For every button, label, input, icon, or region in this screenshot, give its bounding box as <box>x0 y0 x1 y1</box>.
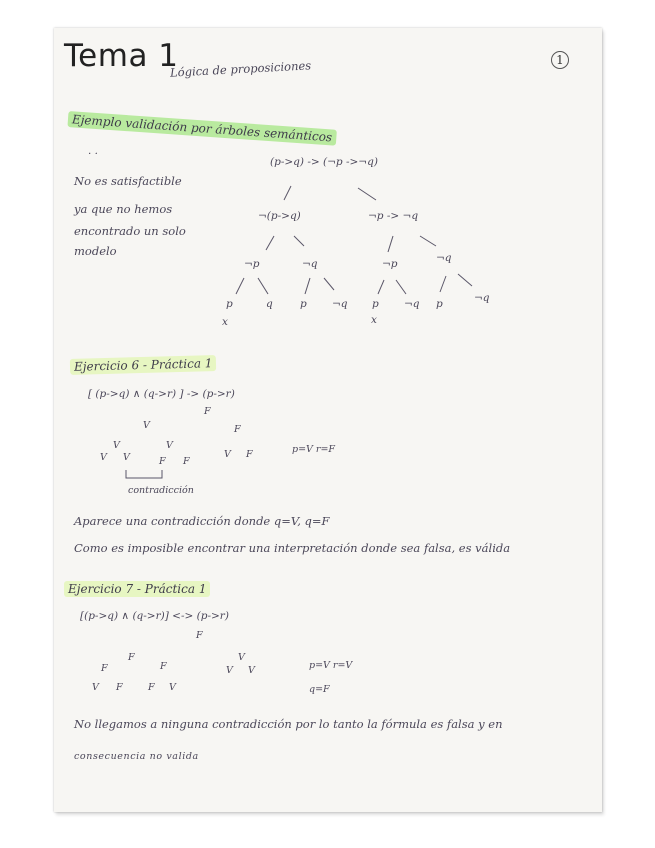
page-title: Tema 1 <box>64 38 179 74</box>
section2-line-1: Aparece una contradicción donde q=V, q=F <box>74 514 330 528</box>
truth-value: V <box>123 452 130 463</box>
truth-value: F <box>204 406 211 417</box>
page-subtitle: Lógica de proposiciones <box>169 58 312 80</box>
tree-left-node: ¬(p->q) <box>258 210 301 222</box>
tree-node-rl: ¬p <box>382 258 398 270</box>
note-line-4: modelo <box>74 244 117 258</box>
note-line-1: No es satisfactible <box>74 174 182 188</box>
truth-value: V <box>169 682 176 693</box>
assignment: p=V r=V <box>309 660 353 671</box>
truth-value: F <box>234 424 241 435</box>
tree-leaf: ¬q <box>474 292 490 304</box>
tree-leaf: ¬q <box>404 298 420 310</box>
note-line-2: ya que no hemos <box>74 202 173 216</box>
section3-line-2: consecuencia no valida <box>74 751 199 762</box>
truth-value: F <box>101 663 108 674</box>
truth-value: F <box>196 630 203 641</box>
truth-value: V <box>224 449 231 460</box>
section3-formula: [(p->q) ∧ (q->r)] <-> (p->r) <box>80 610 229 622</box>
tree-node-rr: ¬q <box>436 252 452 264</box>
tree-leaf: q <box>266 298 273 310</box>
truth-value: F <box>160 661 167 672</box>
section1-heading: Ejemplo validación por árboles semánticos <box>68 112 337 145</box>
truth-value: F <box>128 652 135 663</box>
section2-formula: [ (p->q) ∧ (q->r) ] -> (p->r) <box>88 388 235 400</box>
truth-value: V <box>248 665 255 676</box>
truth-value: V <box>238 652 245 663</box>
truth-value: F <box>116 682 123 693</box>
contradiction-label: contradicción <box>128 485 194 496</box>
section1-marks: · · <box>88 148 99 160</box>
tree-node-lr: ¬q <box>302 258 318 270</box>
tree-leaf: p <box>436 298 443 310</box>
section3-heading: Ejercicio 7 - Práctica 1 <box>64 582 210 596</box>
truth-value: F <box>246 449 253 460</box>
tree-leaf: ¬q <box>332 298 348 310</box>
note-line-3: encontrado un solo <box>74 224 186 238</box>
section3-line-1: No llegamos a ninguna contradicción por lo tanto la fórmula es falsa y en <box>74 717 503 731</box>
truth-value: F <box>148 682 155 693</box>
closed-branch-mark: x <box>222 316 228 328</box>
tree-root: (p->q) -> (¬p ->¬q) <box>270 156 378 168</box>
truth-value: V <box>166 440 173 451</box>
section2-line-2: Como es imposible encontrar una interpretación donde sea falsa, es válida <box>74 541 511 555</box>
tree-leaf: p <box>300 298 307 310</box>
tree-leaf: p <box>226 298 233 310</box>
page-number: 1 <box>551 51 569 69</box>
assignment: p=V r=F <box>292 444 336 455</box>
truth-value: V <box>113 440 120 451</box>
assignment: q=F <box>309 684 330 695</box>
tree-leaf: p <box>372 298 379 310</box>
truth-value: V <box>92 682 99 693</box>
truth-value: V <box>226 665 233 676</box>
truth-value: V <box>100 452 107 463</box>
truth-value: F <box>159 456 166 467</box>
closed-branch-mark: x <box>371 314 377 326</box>
section2-heading: Ejercicio 6 - Práctica 1 <box>70 356 217 374</box>
truth-value: V <box>143 420 150 431</box>
tree-node-ll: ¬p <box>244 258 260 270</box>
truth-value: F <box>183 456 190 467</box>
tree-right-node: ¬p -> ¬q <box>368 210 419 222</box>
